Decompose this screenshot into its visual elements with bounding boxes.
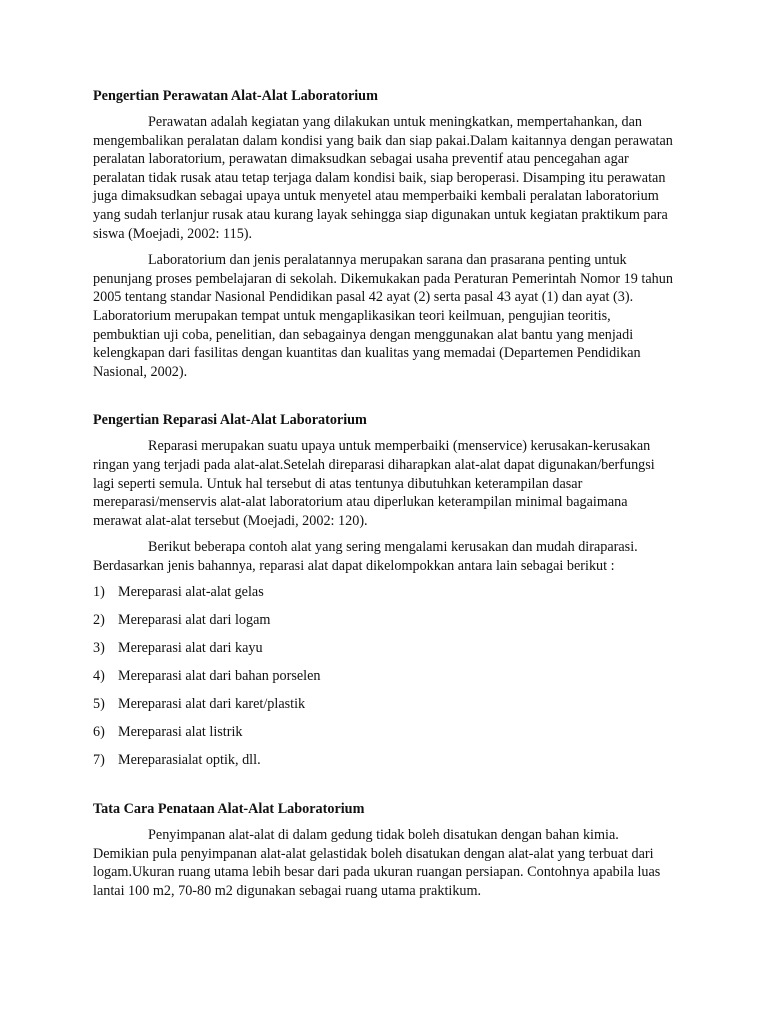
paragraph: Berikut beberapa contoh alat yang sering mengalami kerusakan dan mudah diraparasi. Berdasarkan jenis bahannya, reparasi alat dapat dikelompokkan antara lain sebagai berikut :: [93, 539, 638, 574]
list-number: 4): [93, 668, 105, 685]
list-number: 5): [93, 696, 105, 713]
section-penataan: [93, 799, 675, 900]
paragraph: Reparasi merupakan suatu upaya untuk memperbaiki (menservice) kerusakan-kerusakan ringan yang terjadi pada alat-alat.Setelah direparasi diharapkan alat-alat dapat digunakan/berfungsi lagi seperti semula. Untuk hal tersebut di atas tentunya dibutuhkan keterampilan dasar mereparasi/menservis alat-alat laboratorium atau diperlukan keterampilan minimal bagaimana merawat alat-alat tersebut (Moejadi, 2002: 120).: [93, 438, 655, 529]
paragraph: Laboratorium dan jenis peralatannya merupakan sarana dan prasarana penting untuk penunjang proses pembelajaran di sekolah. Dikemukakan pada Peraturan Pemerintah Nomor 19 tahun 2005 tentang standar Nasional Pendidikan pasal 42 ayat (2) serta pasal 43 ayat (1) dan ayat (3). Laboratorium merupakan tempat untuk mengaplikasikan teori keilmuan, pengujian teoritis, pembuktian uji coba, penelitian, dan sebagainya dengan menggunakan alat bantu yang menjadi kelengkapan dari fasilitas dengan kuantitas dan kualitas yang memadai (Departemen Pendidikan Nasional, 2002).: [93, 252, 673, 380]
list-number: 2): [93, 612, 105, 629]
list-item: [93, 751, 675, 770]
list-text: Mereparasi alat dari logam: [118, 612, 271, 629]
list-text: Mereparasi alat-alat gelas: [118, 584, 264, 601]
paragraph: Penyimpanan alat-alat di dalam gedung tidak boleh disatukan dengan bahan kimia. Demikian pula penyimpanan alat-alat gelastidak boleh disatukan dengan alat-alat yang terbuat dari logam.Ukuran ruang utama lebih besar dari pada ukuran ruangan persiapan. Contohnya apabila luas lantai 100 m2, 70-80 m2 digunakan sebagai ruang utama praktikum.: [93, 826, 661, 899]
list-item: [93, 611, 675, 630]
list-text: Mereparasi alat dari kayu: [118, 640, 263, 657]
list-text: Mereparasialat optik, dll.: [118, 752, 261, 769]
list-text: Mereparasi alat listrik: [118, 724, 243, 741]
list-number: 6): [93, 724, 105, 741]
document-body: [93, 86, 675, 900]
list-item: [93, 583, 675, 602]
list-number: 7): [93, 752, 105, 769]
list-number: 3): [93, 640, 105, 657]
section-perawatan: [93, 86, 675, 381]
paragraph: Perawatan adalah kegiatan yang dilakukan untuk meningkatkan, mempertahankan, dan mengembalikan peralatan dalam kondisi yang baik dan siap pakai.Dalam kaitannya dengan perawatan peralatan laboratorium, perawatan dimaksudkan sebagai usaha preventif atau pencegahan agar peralatan tidak rusak atau tetap terjaga dalam kondisi baik, siap beroperasi. Disamping itu perawatan juga dimaksudkan sebagai upaya untuk menyetel atau memperbaiki kembali peralatan laboratorium yang sudah terlanjur rusak atau kurang layak sehingga siap digunakan untuk kegiatan praktikum para siswa (Moejadi, 2002: 115).: [93, 114, 673, 242]
list-item: [93, 723, 675, 742]
list-item: [93, 695, 675, 714]
section-heading: Tata Cara Penataan Alat-Alat Laboratorium: [93, 800, 365, 817]
reparasi-list: [93, 583, 675, 770]
list-text: Mereparasi alat dari karet/plastik: [118, 696, 306, 713]
list-text: Mereparasi alat dari bahan porselen: [118, 668, 321, 685]
section-heading: Pengertian Reparasi Alat-Alat Laboratorium: [93, 412, 367, 429]
list-number: 1): [93, 584, 105, 601]
list-item: [93, 667, 675, 686]
section-reparasi: [93, 410, 675, 770]
section-heading: Pengertian Perawatan Alat-Alat Laboratorium: [93, 88, 378, 104]
list-item: [93, 639, 675, 658]
